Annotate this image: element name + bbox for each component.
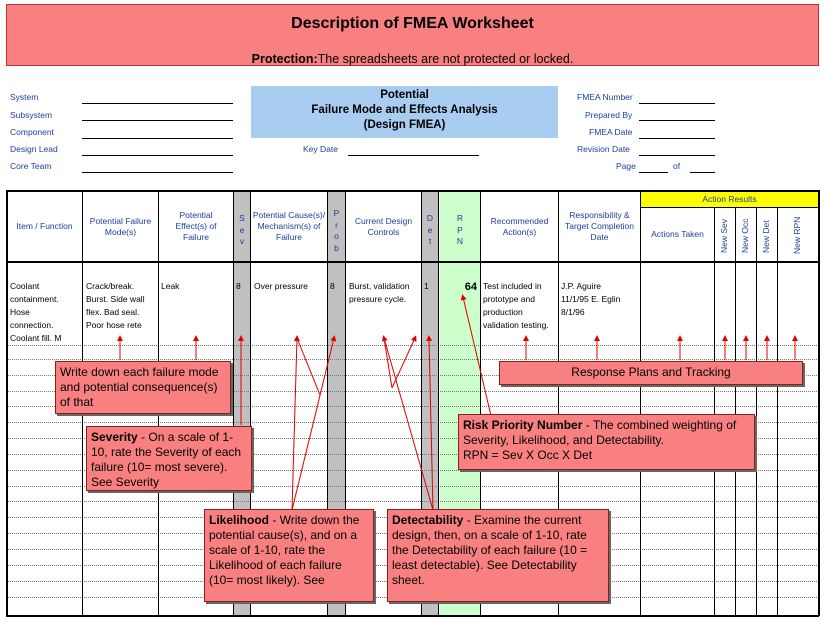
rpn-callout [458, 414, 755, 470]
row-causes: Over pressure [254, 281, 308, 291]
row-item-function: Coolant containment. Hose connection. Coolant fill. M [10, 281, 62, 343]
header-recommended: Recommended Action(s) [490, 215, 549, 237]
key-date-label: Key Date [303, 144, 338, 154]
page-label: Page [616, 161, 636, 171]
likelihood-title: Likelihood [209, 513, 269, 527]
protection-label: Protection: [251, 52, 318, 66]
core-team-label: Core Team [10, 161, 52, 171]
system-label: System [10, 92, 39, 102]
fmea-title-line1: Potential [380, 89, 429, 101]
protection-text: The spreadsheets are not protected or locked. [317, 52, 574, 66]
revision-date-label: Revision Date [577, 144, 630, 154]
row-failure-mode: Crack/break. Burst. Side wall flex. Bad seal. Poor hose rete [86, 281, 145, 330]
header-actions-taken: Actions Taken [651, 229, 704, 239]
row-det: 1 [424, 281, 429, 291]
header-rpn: R P N [456, 213, 464, 246]
row-responsibility: J.P. Aguire 11/1/95 E. Eglin 8/1/96 [561, 281, 621, 317]
header-effects: Potential Effect(s) of Failure [175, 210, 217, 242]
header-controls: Current Design Controls [354, 215, 413, 237]
header-new-rpn: New RPN [792, 216, 802, 254]
likelihood-callout [204, 509, 374, 602]
header-responsibility: Responsibility & Target Completion Date [565, 210, 634, 242]
header-new-occ: New Occ [740, 218, 750, 253]
action-results-label: Action Results [702, 193, 757, 204]
header-causes: Potential Cause(s)/ Mechanism(s) of Failure [252, 210, 326, 242]
header-failure-mode: Potential Failure Mode(s) [89, 215, 152, 237]
response-plans-callout: Response Plans and Tracking [499, 361, 803, 385]
row-recommended: Test included in prototype and production validation testing. [483, 281, 549, 330]
severity-text: - On a scale of 1-10, rate the Severity of each failure (10= most severe). See Severity [91, 430, 242, 489]
rpn-formula: RPN = Sev X Occ X Det [463, 448, 593, 462]
detectability-text: - Examine the current design, then, on a scale of 1-10, rate the Detectability of each failure (10 = least detectable). See Detectability sheet. [392, 513, 588, 587]
subsystem-label: Subsystem [10, 110, 53, 120]
severity-callout [86, 426, 252, 491]
worksheet-title: Description of FMEA Worksheet [291, 15, 534, 32]
header-item-function: Item / Function [16, 221, 73, 231]
header-new-sev: New Sev [719, 218, 729, 253]
component-label: Component [10, 127, 54, 137]
likelihood-text: - Write down the potential cause(s), and on a scale of 1-10, rate the Likelihood of each failure (10= most likely). See [209, 513, 360, 587]
fmea-title-line2: Failure Mode and Effects Analysis [311, 104, 498, 116]
header-det: D e t [426, 213, 434, 246]
detectability-title: Detectability [392, 513, 464, 527]
row-prob: 8 [330, 281, 335, 291]
row-effects: Leak [161, 281, 180, 291]
failure-mode-callout: Write down each failure mode and potential consequence(s) of that [55, 361, 231, 414]
row-rpn: 64 [464, 281, 477, 293]
of-label: of [673, 161, 681, 171]
header-sev: S e v [239, 213, 245, 246]
design-lead-label: Design Lead [10, 144, 58, 154]
prepared-by-label: Prepared By [585, 110, 633, 120]
fmea-title-line3: (Design FMEA) [363, 119, 446, 131]
header-new-det: New Det [761, 220, 771, 253]
row-controls: Burst, validation pressure cycle. [349, 281, 410, 304]
fmea-number-label: FMEA Number [577, 92, 633, 102]
fmea-date-label: FMEA Date [589, 127, 633, 137]
severity-title: Severity [91, 430, 138, 444]
detectability-callout [387, 509, 609, 602]
rpn-title: Risk Priority Number [463, 418, 583, 432]
header-prob: P r o b [333, 208, 340, 253]
row-sev: 8 [236, 281, 241, 291]
rpn-text: - The combined weighting of Severity, Likelihood, and Detectability. [463, 418, 737, 447]
